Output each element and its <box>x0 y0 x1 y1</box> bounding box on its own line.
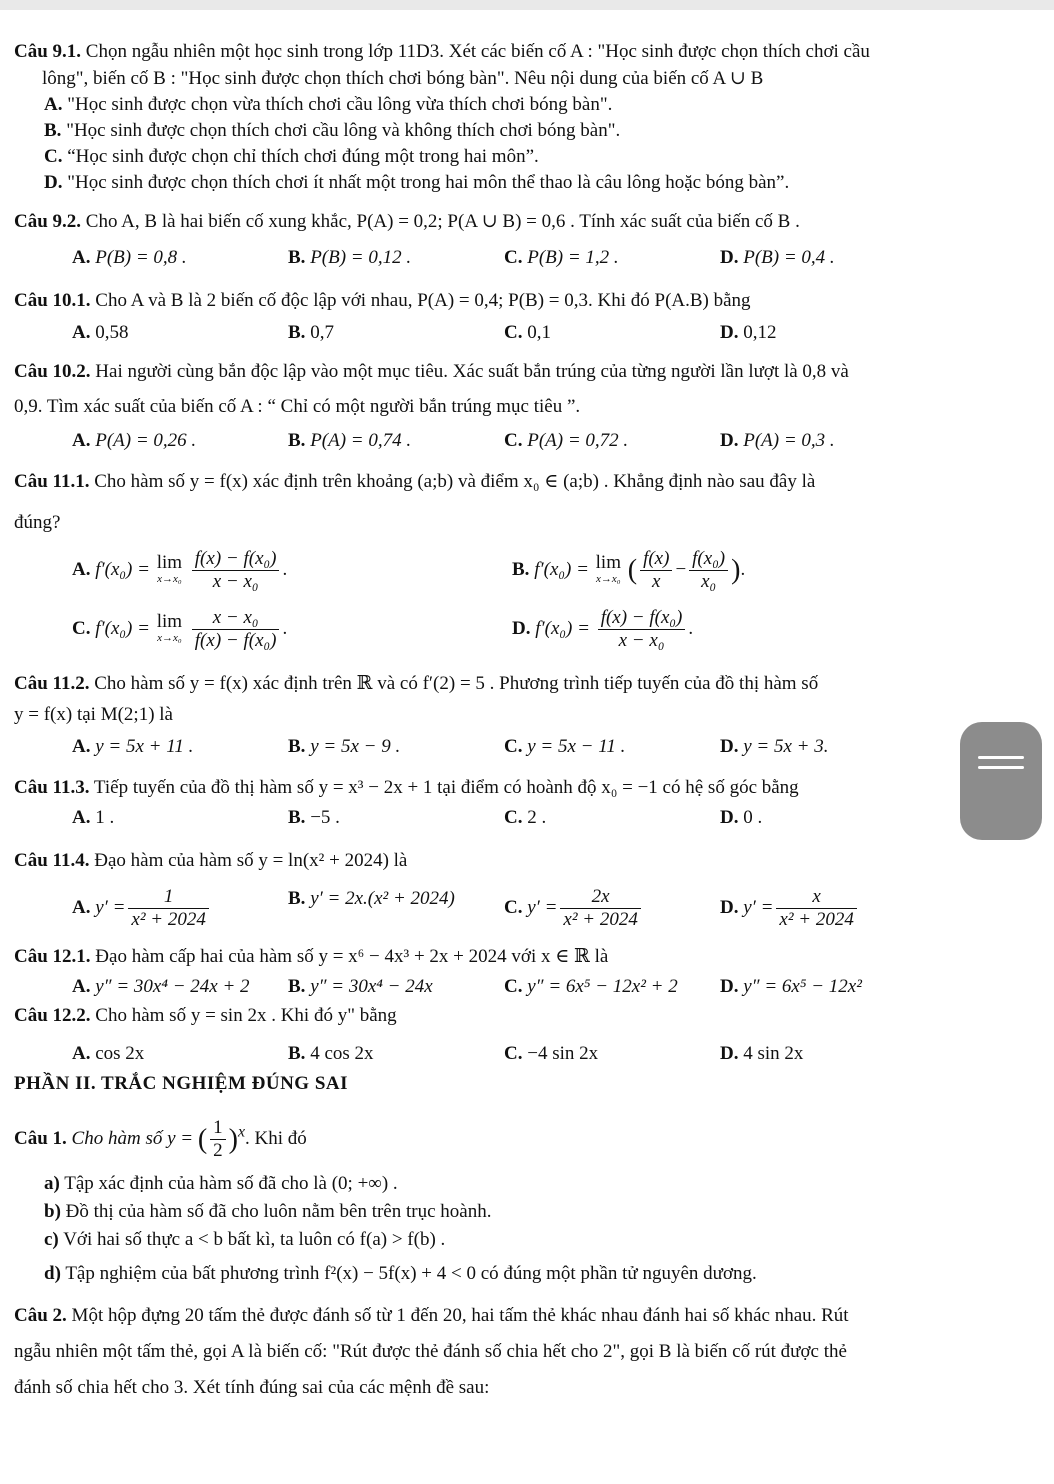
section-heading: PHẦN II. TRẮC NGHIỆM ĐÚNG SAI <box>14 1073 349 1094</box>
option-c: C. f′(x₀) = lim x→x₀ $\frac{\text{x − x₀}}{\text{f(x) − f(x₀)}}$ . <box>72 607 288 651</box>
option-c: C. y = 5x − 11 . <box>504 736 626 757</box>
option-a: A. 1 . <box>72 807 115 828</box>
option-d: D. P(B) = 0,4 . <box>720 247 835 268</box>
question-text: Chọn ngẫu nhiên một học sinh trong lớp 11D3. Xét các biến cố A : "Học sinh được chọn thích chơi cầu <box>85 41 870 62</box>
question-text: đánh số chia hết cho 3. Xét tính đúng sai của các mệnh đề sau: <box>14 1377 490 1398</box>
question-11-2: Câu 11.2. Cho hàm số y = f(x) xác định trên ℝ và có f′(2) = 5 . Phương trình tiếp tuyến của đồ thị hàm số y = f(x) tại M(2;1) là A. y = 5x + 11 . B. y = 5x − 9 . C. y = 5x − 11 . D. y = 5x + 3. <box>14 670 1014 760</box>
option-b: B. y = 5x − 9 . <box>288 736 401 757</box>
option-c: C. y″ = 6x⁵ − 12x² + 2 <box>504 976 678 997</box>
question-label: Câu 9.1. <box>14 41 82 62</box>
option-b: B. y′ = 2x.(x² + 2024) <box>288 888 455 909</box>
option-b: B. P(A) = 0,74 . <box>288 430 412 451</box>
top-scroll-bar <box>0 0 1054 10</box>
question-text: Cho A, B là hai biến cố xung khắc, P(A) = 0,2; P(A ∪ B) = 0,6 . Tính xác suất của biến cố B . <box>85 211 800 232</box>
question-11-1: Câu 11.1. Cho hàm số y = f(x) xác định trên khoảng (a;b) và điểm x₀ ∈ (a;b) . Khẳng định nào sau đây là đúng? A. f′(x₀) = lim x→x₀ $\frac{\text{f(x) − f(x₀)}}{\text{x − x₀}}$ . B. f′(x₀) = lim x→x₀ ( $\frac{f(x)}{x}$ − $\frac{\text{f(x₀)}}{\text{x₀}}$ ). C. f′(x₀) = lim x→x₀ $\frac{\text{x − x₀}}{\text{f(x) − f(x₀)}}$ . D. f′(x₀) = $\frac{\text{f(x) − f(x₀)}}{\text{x − x₀}}$ . <box>14 468 1014 652</box>
option-d: D. y = 5x + 3. <box>720 736 829 757</box>
option-d: D. f′(x₀) = $\frac{\text{f(x) − f(x₀)}}{\text{x − x₀}}$ . <box>512 607 694 651</box>
option-b: B. 0,7 <box>288 322 334 343</box>
true-false-question-1: Câu 1. Cho hàm số y = ( $\frac{1}{2}$ )$^x$. Khi đó a) Tập xác định của hàm số đã cho là (0; +∞) . b) Đồ thị của hàm số đã cho luôn nằm bên trên trục hoành. c) Với hai số thực a < b bất kì, ta luôn có f(a) > f(b) . d) Tập nghiệm của bất phương trình f²(x) − 5f(x) + 4 < 0 có đúng một phần tử nguyên dương. <box>14 1117 1014 1288</box>
question-text: Tiếp tuyến của đồ thị hàm số y = x³ − 2x + 1 tại điểm có hoành độ x₀ = −1 có hệ số góc bằng <box>93 777 799 798</box>
option-d: D. y″ = 6x⁵ − 12x² <box>720 976 862 997</box>
question-text: Một hộp đựng 20 tấm thẻ được đánh số từ 1 đến 20, hai tấm thẻ khác nhau đánh hai số khác nhau. Rút <box>71 1305 849 1326</box>
question-text: lông", biến cố B : "Học sinh được chọn thích chơi bóng bàn". Nêu nội dung của biến cố A ∪ B <box>42 68 764 89</box>
option-d: D. 0,12 <box>720 322 777 343</box>
option-a: A. y″ = 30x⁴ − 24x + 2 <box>72 976 250 997</box>
question-text: Cho hàm số y = sin 2x . Khi đó y" bằng <box>95 1005 397 1026</box>
question-9-1: Câu 9.1. Chọn ngẫu nhiên một học sinh trong lớp 11D3. Xét các biến cố A : "Học sinh được chọn thích chơi cầu lông", biến cố B : "Học sinh được chọn thích chơi bóng bàn". Nêu nội dung của biến cố A ∪ B A. "Học sinh được chọn vừa thích chơi cầu lông vừa thích chơi bóng bàn". B. "Học sinh được chọn thích chơi cầu lông và không thích chơi bóng bàn". C. “Học sinh được chọn chỉ thích chơi đúng một trong hai môn”. D. "Học sinh được chọn thích chơi ít nhất một trong hai môn thể thao là câu lông hoặc bóng bàn”. <box>14 41 870 193</box>
statement-b: b) Đồ thị của hàm số đã cho luôn nằm bên trên trục hoành. <box>44 1201 492 1222</box>
option-b: B. −5 . <box>288 807 340 828</box>
option-b: B. 4 cos 2x <box>288 1043 374 1064</box>
option-a: A. P(B) = 0,8 . <box>72 247 187 268</box>
question-text: 0,9. Tìm xác suất của biến cố A : “ Chỉ có một người bắn trúng mục tiêu ”. <box>14 396 581 417</box>
option-a: A. y′ = $\frac{1}{\text{x² + 2024}}$ <box>72 886 288 931</box>
option-b: B. f′(x₀) = lim x→x₀ ( $\frac{f(x)}{x}$ − $\frac{\text{f(x₀)}}{\text{x₀}}$ ). <box>512 548 746 592</box>
statement-d: d) Tập nghiệm của bất phương trình f²(x) − 5f(x) + 4 < 0 có đúng một phần tử nguyên dương. <box>44 1263 757 1284</box>
question-10-2: Câu 10.2. Hai người cùng bắn độc lập vào một mục tiêu. Xác suất bắn trúng của từng người lần lượt là 0,8 và 0,9. Tìm xác suất của biến cố A : “ Chỉ có một người bắn trúng mục tiêu ”. A. P(A) = 0,26 . B. P(A) = 0,74 . C. P(A) = 0,72 . D. P(A) = 0,3 . <box>14 358 1014 454</box>
option-d: D. y′ = $\frac{x}{\text{x² + 2024}}$ <box>720 886 936 931</box>
option-d: D. P(A) = 0,3 . <box>720 430 835 451</box>
option-c: C. P(A) = 0,72 . <box>504 430 629 451</box>
option-a: A. P(A) = 0,26 . <box>72 430 197 451</box>
question-text: Cho hàm số y = f(x) xác định trên khoảng (a;b) và điểm x₀ ∈ (a;b) . Khẳng định nào sau đây là <box>94 471 816 492</box>
option-b: B. P(B) = 0,12 . <box>288 247 412 268</box>
option-b: "Học sinh được chọn thích chơi cầu lông và không thích chơi bóng bàn". <box>66 120 621 141</box>
option-d: "Học sinh được chọn thích chơi ít nhất một trong hai môn thể thao là câu lông hoặc bóng bàn”. <box>67 172 790 193</box>
option-c: C. 2 . <box>504 807 547 828</box>
question-text: Cho A và B là 2 biến cố độc lập với nhau, P(A) = 0,4; P(B) = 0,3. Khi đó P(A.B) bằng <box>95 290 751 311</box>
option-d: D. 4 sin 2x <box>720 1043 804 1064</box>
question-12-1: Câu 12.1. Đạo hàm cấp hai của hàm số y = x⁶ − 4x³ + 2x + 2024 với x ∈ ℝ là A. y″ = 30x⁴ − 24x + 2 B. y″ = 30x⁴ − 24x C. y″ = 6x⁵ − 12x² + 2 D. y″ = 6x⁵ − 12x² <box>14 943 1014 1000</box>
document-content <box>14 38 1014 1401</box>
question-text: Đạo hàm cấp hai của hàm số y = x⁶ − 4x³ + 2x + 2024 với x ∈ ℝ là <box>95 946 609 967</box>
statement-c: c) Với hai số thực a < b bất kì, ta luôn có f(a) > f(b) . <box>44 1229 446 1250</box>
option-c: “Học sinh được chọn chỉ thích chơi đúng một trong hai môn”. <box>67 146 539 167</box>
option-c: C. P(B) = 1,2 . <box>504 247 619 268</box>
question-text: Hai người cùng bắn độc lập vào một mục tiêu. Xác suất bắn trúng của từng người lần lượt là 0,8 và <box>95 361 849 382</box>
option-c: C. 0,1 <box>504 322 551 343</box>
option-a: A. y = 5x + 11 . <box>72 736 194 757</box>
statement-a: a) Tập xác định của hàm số đã cho là (0; +∞) . <box>44 1173 398 1194</box>
question-12-2: Câu 12.2. Cho hàm số y = sin 2x . Khi đó y" bằng A. cos 2x B. 4 cos 2x C. −4 sin 2x D. 4 sin 2x <box>14 1002 1014 1067</box>
option-d: D. 0 . <box>720 807 763 828</box>
option-a: A. cos 2x <box>72 1043 145 1064</box>
option-a: "Học sinh được chọn vừa thích chơi cầu lông vừa thích chơi bóng bàn". <box>67 94 613 115</box>
true-false-question-2: Câu 2. Một hộp đựng 20 tấm thẻ được đánh số từ 1 đến 20, hai tấm thẻ khác nhau đánh hai số khác nhau. Rút ngẫu nhiên một tấm thẻ, gọi A là biến cố: "Rút được thẻ đánh số chia hết cho 2", gọi B là biến cố rút được thẻ đánh số chia hết cho 3. Xét tính đúng sai của các mệnh đề sau: <box>14 1305 849 1398</box>
option-a: A. 0,58 <box>72 322 129 343</box>
question-text: y = f(x) tại M(2;1) là <box>14 704 173 725</box>
option-c: C. y′ = $\frac{2x}{\text{x² + 2024}}$ <box>504 886 720 931</box>
option-c: C. −4 sin 2x <box>504 1043 599 1064</box>
question-text: Cho hàm số y = f(x) xác định trên ℝ và có f′(2) = 5 . Phương trình tiếp tuyến của đồ thị hàm số <box>94 673 819 694</box>
question-text: ngẫu nhiên một tấm thẻ, gọi A là biến cố: "Rút được thẻ đánh số chia hết cho 2", gọi B là biến cố rút được thẻ <box>14 1341 847 1362</box>
question-10-1: Câu 10.1. Cho A và B là 2 biến cố độc lập với nhau, P(A) = 0,4; P(B) = 0,3. Khi đó P(A.B) bằng A. 0,58 B. 0,7 C. 0,1 D. 0,12 <box>14 287 1014 346</box>
question-11-3: Câu 11.3. Tiếp tuyến của đồ thị hàm số y = x³ − 2x + 1 tại điểm có hoành độ x₀ = −1 có hệ số góc bằng A. 1 . B. −5 . C. 2 . D. 0 . <box>14 774 1014 831</box>
question-text: Đạo hàm của hàm số y = ln(x² + 2024) là <box>94 850 408 871</box>
question-9-2: Câu 9.2. Cho A, B là hai biến cố xung khắc, P(A) = 0,2; P(A ∪ B) = 0,6 . Tính xác suất của biến cố B . A. P(B) = 0,8 . B. P(B) = 0,12 . C. P(B) = 1,2 . D. P(B) = 0,4 . <box>14 208 1014 271</box>
question-text: đúng? <box>14 512 61 533</box>
option-a: A. f′(x₀) = lim x→x₀ $\frac{\text{f(x) − f(x₀)}}{\text{x − x₀}}$ . <box>72 548 288 592</box>
question-11-4: Câu 11.4. Đạo hàm của hàm số y = ln(x² + 2024) là A. y′ = $\frac{1}{\text{x² + 2024}}$ B. y′ = 2x.(x² + 2024) C. y′ = $\frac{2x}{\text{x² + 2024}}$ D. y′ = $\frac{x}{\text{x² + 2024}}$ <box>14 847 1014 931</box>
option-b: B. y″ = 30x⁴ − 24x <box>288 976 433 997</box>
